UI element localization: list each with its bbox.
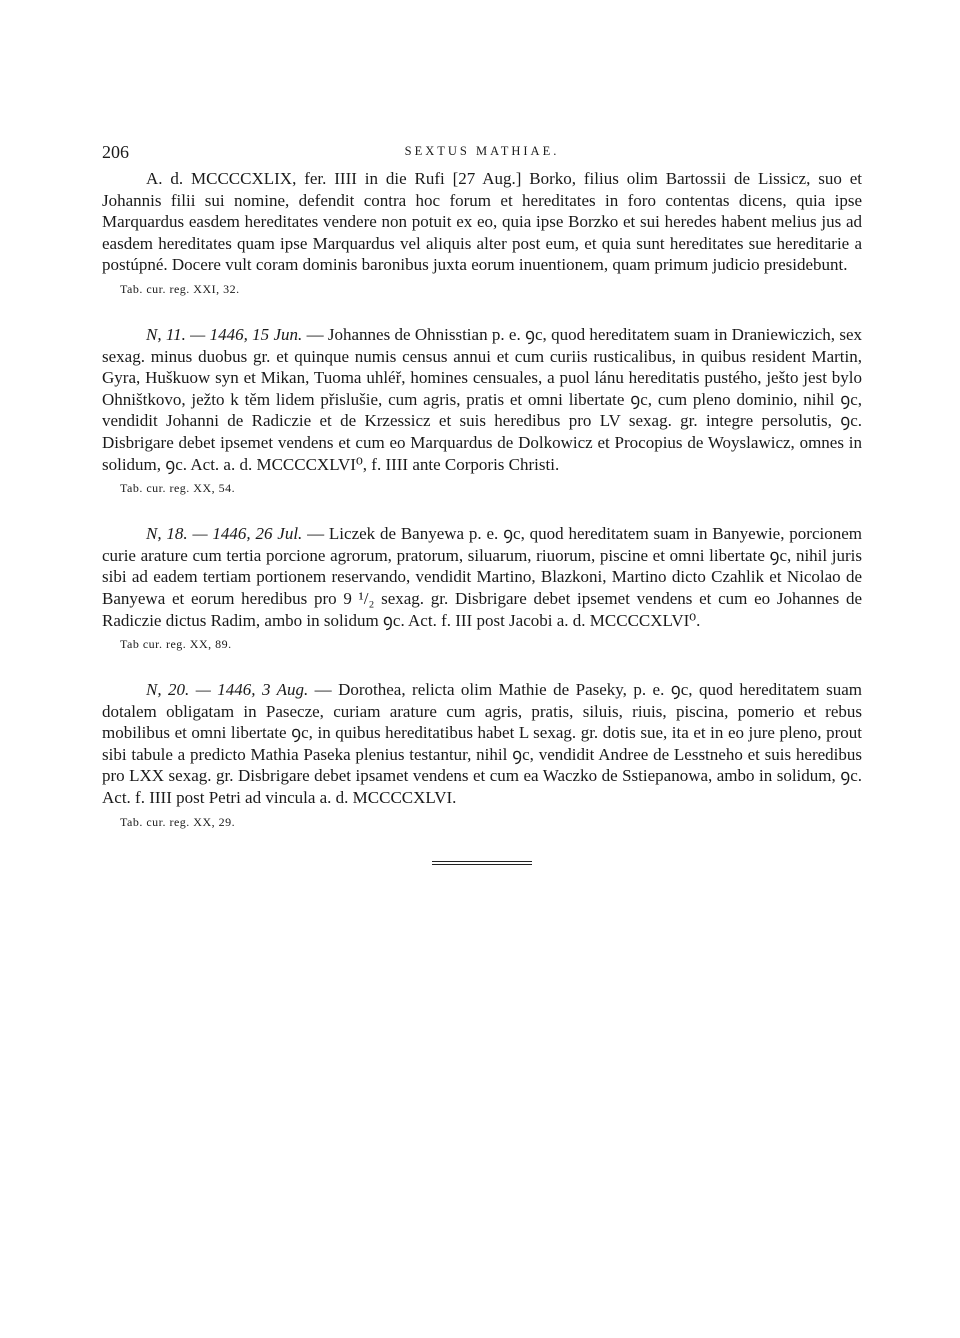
running-title: SEXTUS MATHIAE.: [404, 144, 560, 158]
record-entry: [102, 168, 862, 298]
entry-body: — Dorothea, relicta olim Mathie de Paseky, p. e. ꝯc, quod hereditatem suam dotalem obligatam in Pasecze, curiam arature cum agris, pratis, siluis, riuis, piscina, pomerio et rebus mobilibus et omni libertate ꝯc, in quibus hereditatibus habet L sexag. gr. dotis sue, ita et in eo jure pleno, prout sibi tabule a predicto Mathia Paseka plenius testantur, nihil ꝯc, vendidit Andree de Lesstneho et suis heredibus pro LXX sexag. gr. Disbrigare debet ipsamet vendens et cum ea Waczko de Sstiepanowa, ambo in solidum, ꝯc. Act. f. IIII post Petri ad vincula a. d. MCCCCXLVI.: [102, 680, 862, 808]
entry-source: Tab. cur. reg. XX, 54.: [120, 481, 236, 496]
record-entry: [102, 324, 862, 497]
running-head: [102, 140, 862, 168]
page-number: 206: [102, 142, 129, 162]
entry-body: A. d. MCCCCXLIX, fer. IIII in die Rufi [27 Aug.] Borko, filius olim Bartossii de Lissicz, suo et Johannis filii sui nomine, defendit contra hoc forum et hereditates in foro contentas dicens, quia ipse Marquardus easdem hereditates vendere non potuit ex eo, quia ipse Borzko et sui heredes habent melius jus ad easdem hereditates quam ipse Marquardus vel aliquis alter post eum, et quia sunt hereditates sue hereditarie a postúpné. Docere vult coram dominis baronibus juxta eorum inuentionem, quam primum judicio presidebunt.: [102, 169, 862, 275]
record-entry: [102, 523, 862, 653]
entry-source: Tab cur. reg. XX, 89.: [120, 637, 232, 652]
entry-text: [102, 168, 862, 276]
record-entry: [102, 679, 862, 831]
document-page: [102, 140, 862, 865]
entry-heading: N, 20. — 1446, 3 Aug.: [146, 680, 309, 700]
entry-heading: N, 18. — 1446, 26 Jul.: [146, 524, 303, 544]
entry-text: [102, 523, 862, 631]
entry-body: — Liczek de Banyewa p. e. ꝯc, quod hereditatem suam in Banyewie, porcionem curie arature cum tertia porcione agrorum, pratorum, siluarum, riuorum, piscine et omni libertate ꝯc, nihil juris sibi ad eadem tertiam portionem reservando, vendidit Martino, Blazkoni, Martino dicto Czahlik et Nicolao de Banyewa et eorum heredibus pro 9 ¹/₂ sexag. gr. Disbrigare debet ipsemet vendens et cum eo Johannes de Radiczie dictus Radim, ambo in solidum ꝯc. Act. f. III post Jacobi a. d. MCCCCXLVI⁰.: [102, 524, 862, 630]
entry-source: Tab. cur. reg. XX, 29.: [120, 814, 236, 829]
entry-text: [102, 324, 862, 475]
entry-body: — Johannes de Ohnisstian p. e. ꝯc, quod hereditatem suam in Draniewiczich, sex sexag. minus duobus gr. et quinque numis census annui et cum curiis rusticalibus, in quibus resident Martin, Gyra, Huškuow syn et Mikan, Tuoma uhléř, homines censuales, a puol lánu hereditatis pustého, ješto jest bylo Ohništkovo, ježto k těm lidem přislušie, cum agris, pratis et omni libertate ꝯc, cum pleno dominio, nihil ꝯc, vendidit Johanni de Radiczie et de Krzessicz et suis heredibus pro LV sexag. gr. integre persolutis, ꝯc. Disbrigare debet ipsemet vendens et cum eo Marquardus de Dolkowicz et Procopius de Woyslawicz, omnes in solidum, ꝯc. Act. a. d. MCCCCXLVI⁰, f. IIII ante Corporis Christi.: [102, 324, 862, 474]
entry-text: [102, 679, 862, 809]
entry-heading: N, 11. — 1446, 15 Jun.: [146, 324, 303, 344]
end-rule: [432, 861, 532, 865]
entry-source: Tab. cur. reg. XXI, 32.: [120, 281, 240, 296]
